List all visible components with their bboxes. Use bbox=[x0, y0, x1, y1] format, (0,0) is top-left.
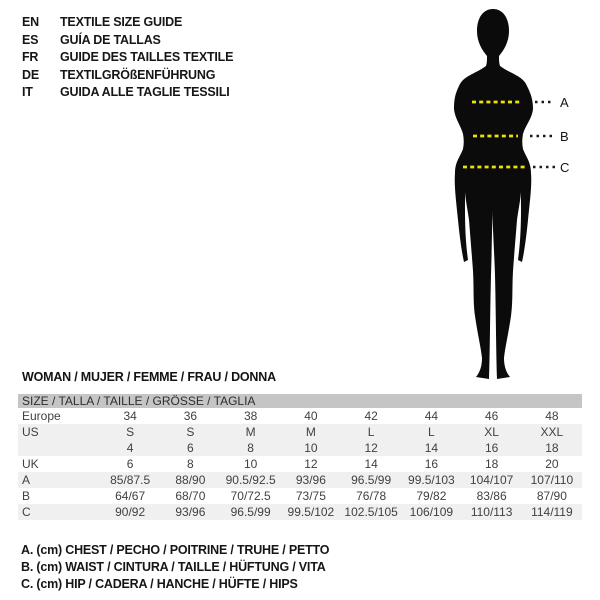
size-cell: 107/110 bbox=[522, 472, 582, 488]
size-cell: 4 bbox=[100, 440, 160, 456]
row-label bbox=[18, 440, 100, 456]
marker-label-c: C bbox=[560, 160, 570, 175]
size-table bbox=[18, 394, 582, 520]
measure-legend bbox=[21, 542, 329, 594]
size-cell: 85/87.5 bbox=[100, 472, 160, 488]
size-cell: 48 bbox=[545, 409, 559, 423]
language-row bbox=[22, 49, 233, 67]
size-cell: 14 bbox=[401, 440, 461, 456]
size-cell: 110/113 bbox=[462, 504, 522, 520]
size-cell: 40 bbox=[304, 409, 318, 423]
size-cell: 6 bbox=[160, 440, 220, 456]
row-label: US bbox=[18, 424, 100, 440]
size-cell: 10 bbox=[281, 440, 341, 456]
size-cell: 104/107 bbox=[462, 472, 522, 488]
size-cell: 14 bbox=[364, 457, 378, 471]
row-label: A bbox=[18, 472, 100, 488]
size-cell: 83/86 bbox=[476, 489, 507, 503]
language-list bbox=[22, 14, 233, 102]
size-cell: 93/96 bbox=[281, 472, 341, 488]
woman-silhouette-svg bbox=[420, 5, 585, 385]
marker-label-b: B bbox=[560, 129, 569, 144]
woman-silhouette-figure bbox=[420, 5, 585, 385]
legend-line: A. (cm) CHEST / PECHO / POITRINE / TRUHE / PETTO bbox=[21, 543, 330, 557]
row-label: C bbox=[18, 504, 100, 520]
size-cell: 8 bbox=[187, 457, 194, 471]
table-row bbox=[18, 488, 582, 504]
size-cell: M bbox=[281, 424, 341, 440]
size-cell: 90.5/92.5 bbox=[221, 472, 281, 488]
size-cell: 64/67 bbox=[115, 489, 146, 503]
size-cell: 46 bbox=[484, 409, 499, 423]
language-row bbox=[22, 14, 233, 32]
size-cell: 106/109 bbox=[401, 504, 461, 520]
row-label: Europe bbox=[22, 409, 61, 423]
size-cell: 36 bbox=[183, 409, 198, 423]
size-cell: S bbox=[100, 424, 160, 440]
size-cell: 18 bbox=[484, 457, 499, 471]
row-label: B bbox=[22, 489, 31, 503]
size-cell: 6 bbox=[126, 457, 134, 471]
size-table-body bbox=[18, 408, 582, 520]
table-row bbox=[18, 440, 582, 456]
size-cell: 90/92 bbox=[100, 504, 160, 520]
marker-label-a: A bbox=[560, 95, 569, 110]
size-cell: 88/90 bbox=[160, 472, 220, 488]
size-cell: 8 bbox=[221, 440, 281, 456]
language-code: IT bbox=[22, 85, 33, 100]
language-label: TEXTILGRÖßENFÜHRUNG bbox=[60, 67, 216, 82]
size-cell: 87/90 bbox=[536, 489, 567, 503]
size-cell: 99.5/102 bbox=[281, 504, 341, 520]
size-cell: 42 bbox=[364, 409, 378, 423]
language-code: ES bbox=[22, 32, 39, 47]
woman-silhouette bbox=[454, 9, 533, 379]
size-cell: 20 bbox=[545, 457, 559, 471]
size-cell: 68/70 bbox=[175, 489, 206, 503]
size-cell: L bbox=[341, 424, 401, 440]
size-cell: XL bbox=[462, 424, 522, 440]
size-cell: 96.5/99 bbox=[341, 472, 401, 488]
size-cell: 70/72.5 bbox=[230, 489, 271, 503]
size-cell: 12 bbox=[341, 440, 401, 456]
size-cell: 79/82 bbox=[416, 489, 447, 503]
table-row bbox=[18, 456, 582, 472]
language-label: GUIDE DES TAILLES TEXTILE bbox=[60, 50, 234, 65]
size-cell: 76/78 bbox=[356, 489, 387, 503]
size-cell: 99.5/103 bbox=[401, 472, 461, 488]
table-title: WOMAN / MUJER / FEMME / FRAU / DONNA bbox=[22, 370, 276, 384]
language-code: FR bbox=[22, 50, 39, 65]
size-cell: L bbox=[401, 424, 461, 440]
size-cell: 34 bbox=[123, 409, 137, 423]
language-label: GUIDA ALLE TAGLIE TESSILI bbox=[60, 85, 230, 100]
table-header-cell: SIZE / TALLA / TAILLE / GRÖSSE / TAGLIA bbox=[18, 394, 582, 408]
table-row bbox=[18, 408, 582, 424]
size-cell: 16 bbox=[462, 440, 522, 456]
legend-line: C. (cm) HIP / CADERA / HANCHE / HÜFTE / HIPS bbox=[21, 577, 298, 592]
language-label: GUÍA DE TALLAS bbox=[60, 32, 161, 47]
size-cell: 102.5/105 bbox=[341, 504, 401, 520]
legend-line: B. (cm) WAIST / CINTURA / TAILLE / HÜFTUNG / VITA bbox=[21, 560, 326, 575]
table-row bbox=[18, 472, 582, 488]
row-label: UK bbox=[22, 457, 39, 471]
size-cell: S bbox=[160, 424, 220, 440]
size-cell: 12 bbox=[304, 457, 318, 471]
size-cell: XXL bbox=[522, 424, 582, 440]
language-row bbox=[22, 32, 233, 50]
size-cell: 38 bbox=[243, 409, 258, 423]
language-row bbox=[22, 84, 233, 102]
language-row bbox=[22, 67, 233, 85]
size-cell: 114/119 bbox=[522, 504, 582, 520]
size-cell: M bbox=[221, 424, 281, 440]
size-cell: 96.5/99 bbox=[221, 504, 281, 520]
size-cell: 18 bbox=[522, 440, 582, 456]
table-row bbox=[18, 424, 582, 440]
language-code: DE bbox=[22, 67, 39, 82]
size-cell: 16 bbox=[424, 457, 439, 471]
size-cell: 10 bbox=[243, 457, 258, 471]
language-label: TEXTILE SIZE GUIDE bbox=[60, 15, 183, 29]
table-header-row bbox=[18, 394, 582, 408]
language-code: EN bbox=[22, 15, 39, 29]
table-row bbox=[18, 504, 582, 520]
size-cell: 93/96 bbox=[160, 504, 220, 520]
size-cell: 44 bbox=[424, 409, 439, 423]
size-cell: 73/75 bbox=[295, 489, 326, 503]
